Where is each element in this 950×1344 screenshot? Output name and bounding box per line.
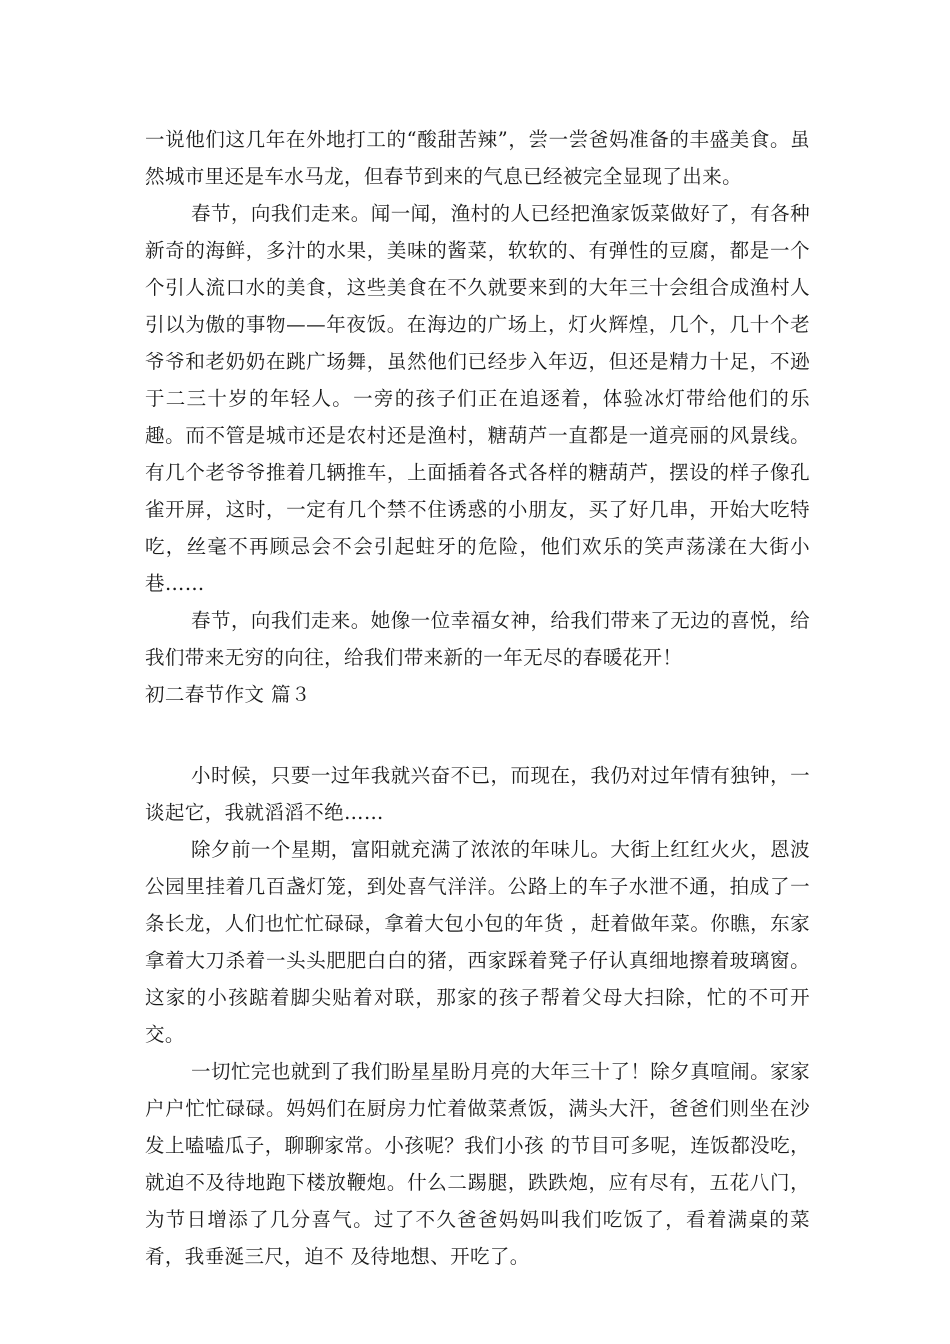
paragraph-new-years-eve: 一切忙完也就到了我们盼星星盼月亮的大年三十了！除夕真喧闹。家家户户忙忙碌碌。妈妈们在厨房力忙着做菜煮饭，满头大汗，爸爸们则坐在沙发上嗑嗑瓜子，聊聊家常。小孩呢？我们小孩 的节目可多呢，连饭都没吃，就迫不及待地跑下楼放鞭炮。什么二踢腿，跌跌炮，应有尽有，五花八门，为节日增添了几分喜气。过了不久爸爸妈妈叫我们吃饭了，看着满桌的菜肴，我垂涎三尺，迫不 及待地想、开吃了。 [145,1060,810,1268]
section-heading: 初二春节作文 篇３ [145,683,311,706]
intro-paragraph: 一说他们这几年在外地打工的“酸甜苦辣”，尝一尝爸妈准备的丰盛美食。虽然城市里还是车水马龙，但春节到来的气息已经被完全显现了出来。 [145,128,810,188]
paragraph-week-before-eve: 除夕前一个星期，富阳就充满了浓浓的年味儿。大街上红红火火，恩波公园里挂着几百盏灯笼，到处喜气洋洋。公路上的车子水泄不通，拍成了一条长龙，人们也忙忙碌碌，拿着大包小包的年货 ，赶着做年菜。你瞧，东家拿着大刀杀着一头头肥肥白白的猪，西家踩着凳子仔认真细地擦着玻璃窗。这家的小孩踮着脚尖贴着对联，那家的孩子帮着父母大扫除，忙的不可开交。 [145,838,810,1046]
paragraph-spring-approaching: 春节，向我们走来。闻一闻，渔村的人已经把渔家饭菜做好了，有各种新奇的海鲜，多汁的水果，美味的酱菜，软软的、有弹性的豆腐，都是一个个引人流口水的美食，这些美食在不久就要来到的大年三十会组合成渔村人引以为傲的事物——年夜饭。在海边的广场上，灯火辉煌，几个，几十个老爷爷和老奶奶在跳广场舞，虽然他们已经步入年迈，但还是精力十足，不逊于二三十岁的年轻人。一旁的孩子们正在追逐着，体验冰灯带给他们的乐趣。而不管是城市还是农村还是渔村，糖葫芦一直都是一道亮丽的风景线。有几个老爷爷推着几辆推车，上面插着各式各样的糖葫芦，摆设的样子像孔雀开屏，这时，一定有几个禁不住诱惑的小朋友，买了好几串，开始大吃特吃，丝毫不再顾忌会不会引起蛀牙的危险，他们欢乐的笑声荡漾在大街小巷…… [145,202,810,595]
paragraph-spring-goddess: 春节，向我们走来。她像一位幸福女神，给我们带来了无边的喜悦，给我们带来无穷的向往，给我们带来新的一年无尽的春暖花开！ [145,609,810,669]
paragraph-childhood: 小时候，只要一过年我就兴奋不已，而现在，我仍对过年情有独钟，一谈起它，我就滔滔不绝…… [145,764,810,824]
document-page [145,121,810,1275]
section-spacer [145,713,810,757]
